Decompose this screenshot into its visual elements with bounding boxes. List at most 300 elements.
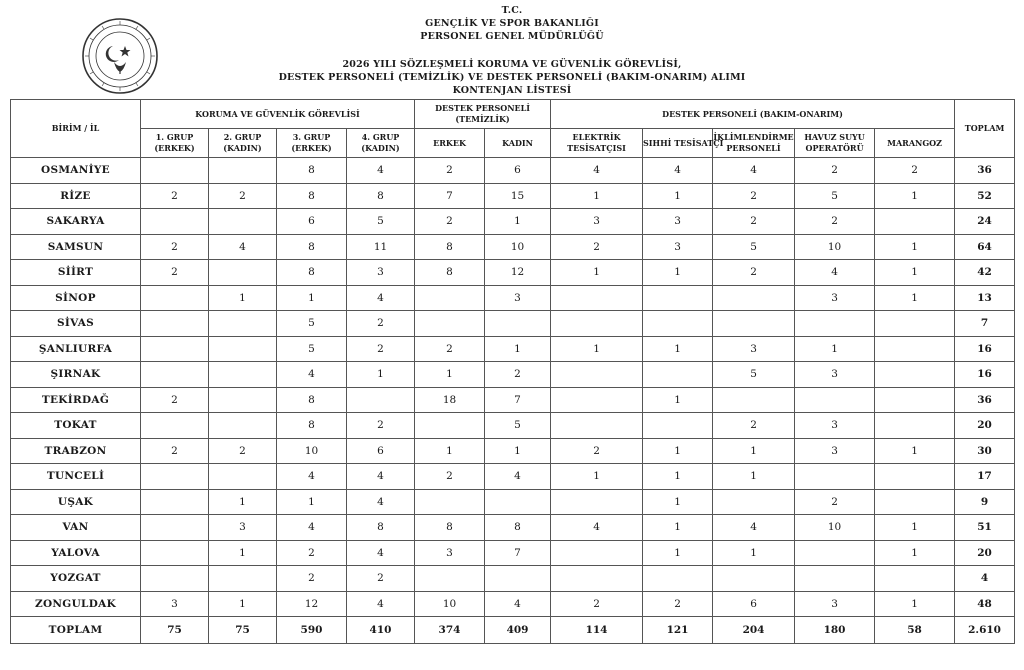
table-row [11,260,1015,286]
quota-cell: 1 [875,285,955,311]
province-name: ZONGULDAK [11,591,141,617]
province-name: TUNCELİ [11,464,141,490]
quota-cell: 12 [277,591,347,617]
quota-cell: 1 [485,336,551,362]
quota-cell: 6 [347,438,415,464]
subheader-col-10 [795,129,875,158]
quota-cell: 8 [277,234,347,260]
province-name: TOKAT [11,413,141,439]
quota-cell: 2 [415,209,485,235]
quota-cell: 1 [795,336,875,362]
quota-cell [551,413,643,439]
quota-cell: 4 [209,234,277,260]
row-total-cell: 7 [955,311,1015,337]
quota-cell [415,489,485,515]
quota-cell: 5 [713,234,795,260]
province-name: YALOVA [11,540,141,566]
table-row [11,591,1015,617]
group-header-koruma: KORUMA VE GÜVENLİK GÖREVLİSİ [141,100,415,129]
quota-cell [415,311,485,337]
quota-cell: 6 [485,158,551,184]
province-name: ŞANLIURFA [11,336,141,362]
subheader-col-5 [415,129,485,158]
quota-cell: 2 [415,336,485,362]
table-row [11,311,1015,337]
row-total-cell: 20 [955,413,1015,439]
subheader-col-1 [141,129,209,158]
quota-cell: 8 [415,260,485,286]
quota-cell [141,413,209,439]
row-total-cell: 17 [955,464,1015,490]
group-header-bakim: DESTEK PERSONELİ (BAKIM-ONARIM) [551,100,955,129]
row-total-cell: 42 [955,260,1015,286]
quota-cell: 2 [795,489,875,515]
quota-cell: 4 [485,464,551,490]
quota-cell [209,336,277,362]
quota-cell: 8 [277,183,347,209]
quota-cell: 2 [347,413,415,439]
subheader-col-2 [209,129,277,158]
subheader-col-5-line1: ERKEK [433,137,466,148]
quota-cell: 1 [551,464,643,490]
quota-cell: 1 [277,489,347,515]
quota-cell [875,311,955,337]
province-name: SAKARYA [11,209,141,235]
quota-cell: 1 [643,336,713,362]
quota-cell: 4 [795,260,875,286]
quota-cell: 3 [551,209,643,235]
subheader-col-4-line1: 4. GRUP [361,132,400,142]
quota-cell: 5 [277,311,347,337]
quota-cell: 1 [643,464,713,490]
quota-cell: 1 [485,209,551,235]
quota-cell: 2 [485,362,551,388]
column-total-cell: 180 [795,617,875,644]
quota-cell: 3 [643,209,713,235]
quota-cell [485,311,551,337]
quota-cell: 2 [141,234,209,260]
row-total-cell: 48 [955,591,1015,617]
quota-cell: 2 [141,183,209,209]
quota-cell: 3 [347,260,415,286]
table-row [11,515,1015,541]
quota-cell [713,489,795,515]
quota-cell: 8 [485,515,551,541]
quota-cell [713,311,795,337]
document-title [0,58,1024,97]
quota-cell: 2 [713,260,795,286]
table-row [11,209,1015,235]
quota-cell: 7 [485,540,551,566]
quota-cell: 1 [713,464,795,490]
quota-cell: 3 [795,591,875,617]
column-total-cell: 75 [141,617,209,644]
quota-cell [875,336,955,362]
quota-cell: 4 [347,489,415,515]
quota-cell: 2 [209,438,277,464]
quota-cell: 8 [415,515,485,541]
quota-cell: 1 [415,438,485,464]
quota-cell: 5 [277,336,347,362]
subheader-col-4-line2: (KADIN) [361,143,400,153]
quota-cell: 1 [875,591,955,617]
quota-cell: 1 [643,183,713,209]
quota-cell: 7 [415,183,485,209]
quota-cell: 5 [347,209,415,235]
quota-cell: 3 [795,362,875,388]
quota-cell [209,464,277,490]
quota-cell: 1 [875,515,955,541]
row-total-cell: 13 [955,285,1015,311]
quota-cell: 18 [415,387,485,413]
quota-cell [141,336,209,362]
quota-cell [141,515,209,541]
quota-cell: 7 [485,387,551,413]
totals-row [11,617,1015,644]
quota-cell [141,464,209,490]
quota-cell: 4 [713,515,795,541]
quota-cell [415,285,485,311]
province-name: YOZGAT [11,566,141,592]
subheader-col-9 [713,129,795,158]
quota-cell: 2 [415,464,485,490]
column-total-cell: 114 [551,617,643,644]
subheader-col-7 [551,129,643,158]
quota-cell [141,362,209,388]
subheader-col-6 [485,129,551,158]
table-row [11,464,1015,490]
row-total-cell: 36 [955,387,1015,413]
quota-cell: 1 [209,285,277,311]
quota-cell: 2 [795,209,875,235]
quota-cell: 5 [795,183,875,209]
quota-cell: 3 [141,591,209,617]
quota-cell [141,540,209,566]
quota-cell [209,387,277,413]
quota-cell: 3 [643,234,713,260]
province-name: SİNOP [11,285,141,311]
quota-cell: 1 [643,540,713,566]
subheader-row [11,129,1015,158]
quota-cell: 1 [713,540,795,566]
quota-cell [141,489,209,515]
quota-cell: 2 [643,591,713,617]
quota-cell [551,285,643,311]
table-row [11,438,1015,464]
quota-cell: 1 [713,438,795,464]
header-toplam: TOPLAM [955,100,1015,158]
quota-cell: 2 [347,336,415,362]
quota-cell: 4 [277,362,347,388]
quota-cell [795,540,875,566]
row-total-cell: 16 [955,362,1015,388]
subheader-col-10-line2: OPERATÖRÜ [805,143,864,153]
title-line-3: KONTENJAN LİSTESİ [452,85,572,96]
row-total-cell: 36 [955,158,1015,184]
quota-cell: 2 [551,591,643,617]
column-total-cell: 374 [415,617,485,644]
subheader-col-7-line2: TESİSATÇISI [567,143,626,153]
quota-cell: 8 [277,413,347,439]
subheader-col-8-line1: SIHHİ TESİSATÇI [643,137,724,148]
quota-cell [551,362,643,388]
table-row [11,489,1015,515]
column-total-cell: 204 [713,617,795,644]
province-name: ŞIRNAK [11,362,141,388]
quota-cell [643,311,713,337]
quota-cell: 3 [795,285,875,311]
quota-cell [347,387,415,413]
quota-cell: 2 [415,158,485,184]
subheader-col-4 [347,129,415,158]
subheader-col-7-line1: ELEKTRİK [572,132,621,142]
quota-cell [713,285,795,311]
quota-cell [209,158,277,184]
province-name: UŞAK [11,489,141,515]
quota-cell [795,387,875,413]
quota-cell: 1 [643,438,713,464]
quota-cell: 2 [209,183,277,209]
quota-cell [209,362,277,388]
quota-cell [795,311,875,337]
row-total-cell: 64 [955,234,1015,260]
subheader-col-11-line1: MARANGOZ [887,137,942,148]
quota-cell [551,540,643,566]
quota-cell [643,566,713,592]
quota-cell: 8 [347,183,415,209]
quota-cell: 1 [485,438,551,464]
quota-cell: 10 [485,234,551,260]
quota-cell: 2 [551,234,643,260]
subheader-col-3-line2: (ERKEK) [291,143,332,153]
province-name: SAMSUN [11,234,141,260]
quota-cell: 4 [347,158,415,184]
quota-cell: 4 [551,158,643,184]
header-lines [0,4,1024,43]
subheader-col-8 [643,129,724,158]
quota-cell [209,311,277,337]
quota-cell [795,464,875,490]
quota-cell [551,387,643,413]
quota-cell: 2 [141,438,209,464]
quota-cell [209,413,277,439]
table-row [11,362,1015,388]
quota-cell [713,566,795,592]
quota-cell [551,489,643,515]
quota-cell [209,566,277,592]
quota-cell: 3 [795,438,875,464]
quota-cell: 1 [643,489,713,515]
row-total-cell: 16 [955,336,1015,362]
row-total-cell: 9 [955,489,1015,515]
table-row [11,285,1015,311]
row-total-cell: 4 [955,566,1015,592]
quota-cell: 2 [551,438,643,464]
quota-cell: 4 [277,464,347,490]
quota-cell [209,209,277,235]
quota-cell [551,311,643,337]
quota-cell: 10 [415,591,485,617]
subheader-col-3-line1: 3. GRUP [292,132,331,142]
quota-cell: 1 [415,362,485,388]
quota-cell: 10 [795,234,875,260]
quota-cell: 8 [415,234,485,260]
column-total-cell: 409 [485,617,551,644]
table-row [11,183,1015,209]
header-ministry: GENÇLİK VE SPOR BAKANLIĞI [425,18,599,29]
totals-label: TOPLAM [11,617,141,644]
subheader-col-2-line2: (KADIN) [223,143,262,153]
quota-cell: 4 [347,591,415,617]
quota-cell [875,464,955,490]
quota-cell: 10 [277,438,347,464]
quota-cell: 1 [875,540,955,566]
quota-cell: 4 [713,158,795,184]
quota-cell [415,413,485,439]
quota-cell [141,158,209,184]
quota-cell: 1 [277,285,347,311]
row-total-cell: 20 [955,540,1015,566]
table-row [11,158,1015,184]
province-name: TEKİRDAĞ [11,387,141,413]
subheader-col-10-line1: HAVUZ SUYU [804,132,865,142]
quota-cell: 3 [795,413,875,439]
row-total-cell: 24 [955,209,1015,235]
quota-cell: 3 [485,285,551,311]
quota-cell [713,387,795,413]
quota-cell: 5 [713,362,795,388]
table-row [11,566,1015,592]
quota-cell: 2 [277,540,347,566]
quota-cell [485,489,551,515]
table-row [11,540,1015,566]
quota-cell: 8 [277,260,347,286]
quota-cell: 1 [643,387,713,413]
quota-cell: 1 [209,489,277,515]
quota-cell: 10 [795,515,875,541]
quota-cell: 1 [643,515,713,541]
quota-cell: 2 [713,413,795,439]
row-total-cell: 30 [955,438,1015,464]
document-header [0,0,1024,100]
quota-cell: 1 [875,183,955,209]
quota-cell: 1 [209,540,277,566]
quota-cell: 3 [415,540,485,566]
province-name: SİVAS [11,311,141,337]
header-directorate: PERSONEL GENEL MÜDÜRLÜĞÜ [420,31,604,42]
quota-cell: 4 [643,158,713,184]
quota-cell [485,566,551,592]
quota-cell [415,566,485,592]
province-name: OSMANİYE [11,158,141,184]
quota-cell: 1 [209,591,277,617]
quota-cell: 1 [875,234,955,260]
table-row [11,336,1015,362]
quota-cell: 8 [277,387,347,413]
quota-cell: 3 [713,336,795,362]
quota-cell [643,413,713,439]
quota-cell [551,566,643,592]
quota-cell [643,285,713,311]
subheader-col-3 [277,129,347,158]
quota-cell: 6 [713,591,795,617]
province-name: TRABZON [11,438,141,464]
quota-cell: 15 [485,183,551,209]
quota-cell [643,362,713,388]
quota-cell: 2 [347,311,415,337]
column-total-cell: 75 [209,617,277,644]
group-header-temizlik-line2: (TEMİZLİK) [455,114,510,124]
quota-cell: 1 [551,183,643,209]
title-line-1: 2026 YILI SÖZLEŞMELİ KORUMA VE GÜVENLİK GÖREVLİSİ, [342,59,682,70]
quota-cell: 2 [141,260,209,286]
subheader-col-6-line1: KADIN [502,137,533,148]
quota-cell: 2 [875,158,955,184]
quota-cell [875,413,955,439]
header-country: T.C. [501,5,523,16]
subheader-col-9-line2: PERSONELİ [726,143,781,153]
quota-cell [875,362,955,388]
quota-cell: 1 [551,336,643,362]
quota-cell: 2 [277,566,347,592]
subheader-col-1-line1: 1. GRUP [155,132,194,142]
quota-cell: 1 [875,438,955,464]
quota-cell [141,285,209,311]
quota-cell: 4 [347,464,415,490]
table-row [11,234,1015,260]
subheader-col-9-line1: İKLİMLENDİRME [713,132,794,142]
subheader-col-2-line1: 2. GRUP [223,132,262,142]
title-line-2: DESTEK PERSONELİ (TEMİZLİK) VE DESTEK PERSONELİ (BAKIM-ONARIM) ALIMI [278,72,746,83]
quota-cell [875,209,955,235]
quota-cell [141,311,209,337]
quota-cell [141,209,209,235]
group-header-temizlik [415,100,551,129]
column-total-cell: 410 [347,617,415,644]
quota-cell: 1 [551,260,643,286]
row-total-cell: 52 [955,183,1015,209]
quota-cell: 2 [141,387,209,413]
quota-cell: 2 [795,158,875,184]
quota-cell [875,566,955,592]
table-body [11,158,1015,644]
table-row [11,413,1015,439]
quota-cell: 12 [485,260,551,286]
quota-cell: 2 [713,209,795,235]
quota-cell: 2 [713,183,795,209]
quota-cell: 1 [347,362,415,388]
quota-cell: 1 [643,260,713,286]
grand-total-cell: 2.610 [955,617,1015,644]
province-name: SİİRT [11,260,141,286]
table-row [11,387,1015,413]
column-total-cell: 590 [277,617,347,644]
quota-cell [875,489,955,515]
group-header-temizlik-line1: DESTEK PERSONELİ [435,103,530,113]
quota-cell: 4 [347,285,415,311]
header-birim: BİRİM / İL [11,100,141,158]
quota-cell: 6 [277,209,347,235]
quota-cell: 2 [347,566,415,592]
quota-cell [209,260,277,286]
quota-cell: 4 [485,591,551,617]
quota-cell: 3 [209,515,277,541]
subheader-col-1-line2: (ERKEK) [154,143,195,153]
quota-cell [141,566,209,592]
subheader-col-11 [875,129,955,158]
quota-cell: 1 [875,260,955,286]
quota-table [10,99,1015,644]
